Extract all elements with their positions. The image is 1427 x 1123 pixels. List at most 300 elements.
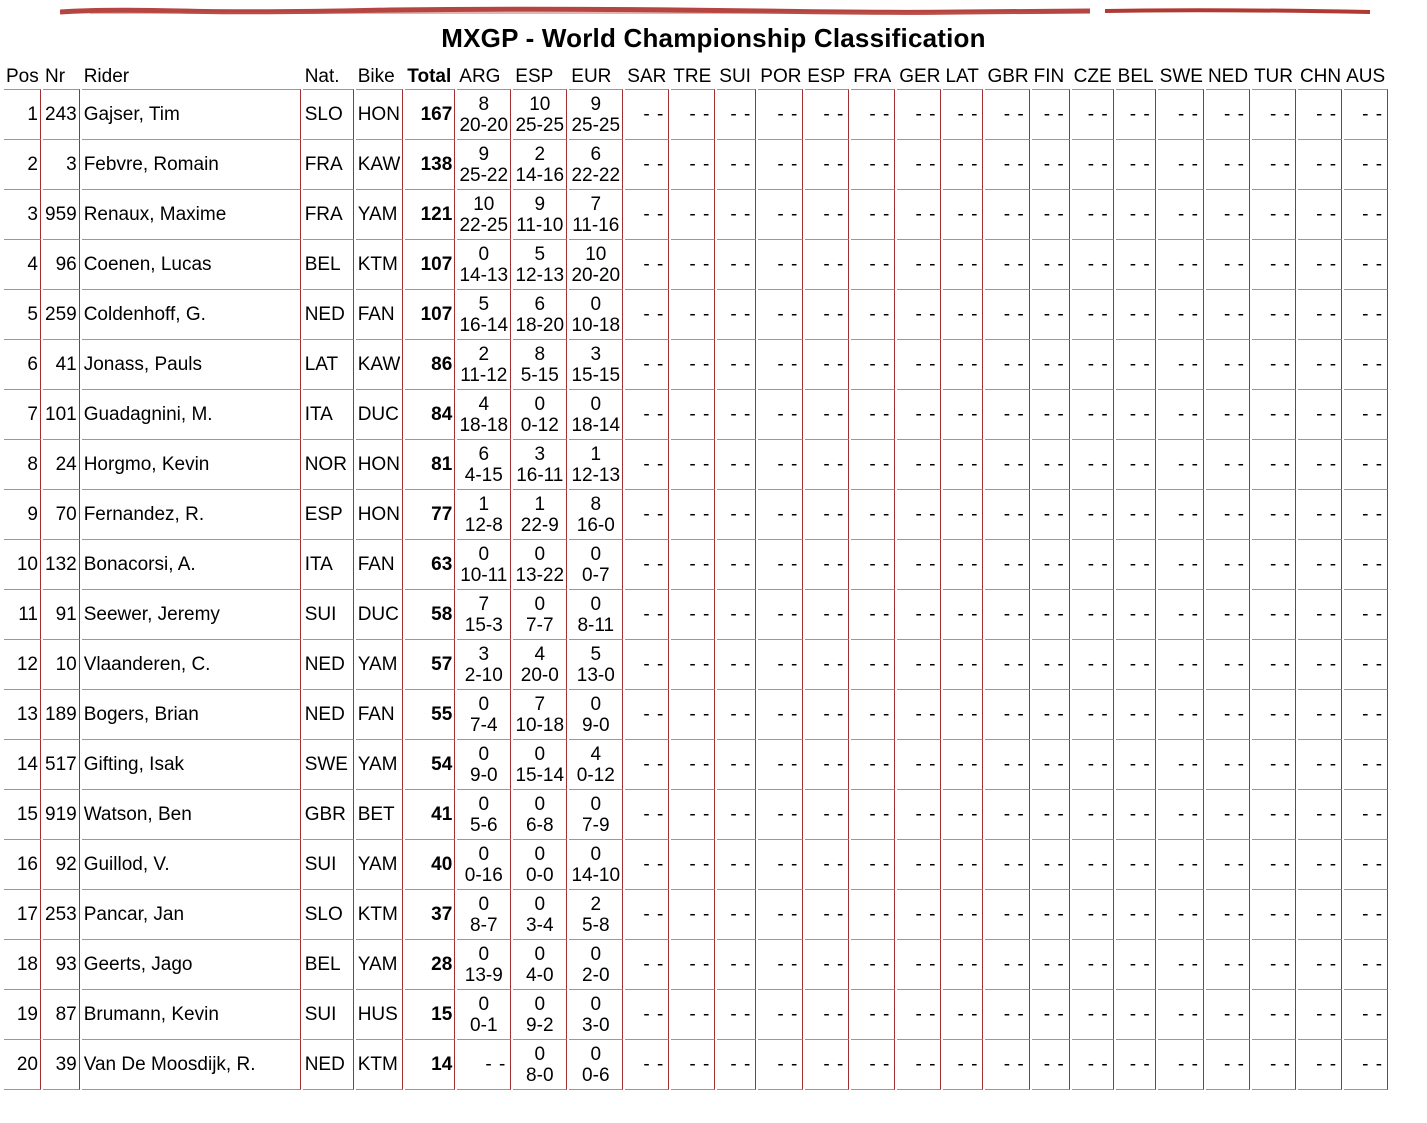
event-empty-cell: - - <box>1298 639 1342 689</box>
pos-cell: 2 <box>4 139 41 189</box>
event-empty-cell: - - <box>985 89 1029 139</box>
event-result-cell <box>457 439 511 489</box>
event-result-cell <box>569 339 623 389</box>
heat-results: 0-12 <box>576 764 615 786</box>
event-empty-cell: - - <box>1252 289 1296 339</box>
rider-name: Seewer, Jeremy <box>82 589 301 639</box>
event-empty-cell: - - <box>1072 89 1114 139</box>
event-empty-cell: - - <box>717 689 756 739</box>
number-cell: 39 <box>43 1039 80 1090</box>
event-empty-cell: - - <box>1032 539 1070 589</box>
event-empty-cell: - - <box>1032 139 1070 189</box>
event-empty-cell: - - <box>985 839 1029 889</box>
event-empty-cell: - - <box>625 239 669 289</box>
rider-name: Brumann, Kevin <box>82 989 301 1039</box>
rider-name: Febvre, Romain <box>82 139 301 189</box>
event-points: 4 <box>478 393 490 415</box>
event-result-cell <box>569 789 623 839</box>
event-empty-cell: - - <box>1158 789 1204 839</box>
event-empty-cell: - - <box>1298 389 1342 439</box>
event-empty-cell: - - <box>805 689 849 739</box>
event-empty-cell: - - <box>1116 589 1156 639</box>
event-empty-cell: - - <box>985 939 1029 989</box>
nationality-cell: GBR <box>303 789 354 839</box>
heat-results: 11-16 <box>572 214 620 236</box>
heat-results: 3-4 <box>526 914 554 936</box>
event-points: 0 <box>534 593 546 615</box>
event-result-cell <box>569 689 623 739</box>
event-points: 0 <box>478 843 490 865</box>
event-empty-cell: - - <box>1116 539 1156 589</box>
event-empty-cell: - - <box>851 389 895 439</box>
table-row <box>4 639 1388 689</box>
rider-name: Bogers, Brian <box>82 689 301 739</box>
table-row <box>4 439 1388 489</box>
event-empty-cell: - - <box>758 989 803 1039</box>
event-result-cell <box>457 639 511 689</box>
total-points: 28 <box>405 939 455 989</box>
event-empty-cell: - - <box>717 189 756 239</box>
event-empty-cell: - - <box>985 139 1029 189</box>
event-result-cell <box>513 639 567 689</box>
event-empty-cell: - - <box>1072 739 1114 789</box>
event-result-cell <box>569 439 623 489</box>
event-empty-cell: - - <box>1072 939 1114 989</box>
event-empty-cell: - - <box>1032 289 1070 339</box>
event-result-cell <box>569 639 623 689</box>
pos-cell: 16 <box>4 839 41 889</box>
heat-results: 4-0 <box>526 964 554 986</box>
total-points: 121 <box>405 189 455 239</box>
event-empty-cell: - - <box>1206 389 1250 439</box>
number-cell: 96 <box>43 239 80 289</box>
event-empty-cell: - - <box>1298 689 1342 739</box>
event-empty-cell: - - <box>985 639 1029 689</box>
event-empty-cell: - - <box>1298 889 1342 939</box>
event-empty-cell: - - <box>1116 439 1156 489</box>
event-empty-cell: - - <box>897 89 941 139</box>
event-empty-cell: - - <box>1158 889 1204 939</box>
total-points: 54 <box>405 739 455 789</box>
event-empty-cell: - - <box>897 639 941 689</box>
event-empty-cell: - - <box>717 339 756 389</box>
event-result-cell <box>513 389 567 439</box>
event-points: 0 <box>590 693 602 715</box>
event-empty-cell: - - <box>897 939 941 989</box>
event-empty-cell: - - <box>851 539 895 589</box>
event-empty-cell: - - <box>897 989 941 1039</box>
event-empty-cell: - - <box>985 789 1029 839</box>
col-header-event: SAR <box>627 66 667 87</box>
event-empty-cell: - - <box>671 989 715 1039</box>
event-empty-cell: - - <box>625 839 669 889</box>
event-points: 2 <box>534 143 546 165</box>
event-empty-cell: - - <box>758 839 803 889</box>
event-empty-cell: - - <box>805 289 849 339</box>
number-cell: 41 <box>43 339 80 389</box>
event-empty-cell: - - <box>625 189 669 239</box>
event-empty-cell: - - <box>1344 189 1388 239</box>
col-header-event: FRA <box>853 66 892 87</box>
event-result-cell <box>569 1039 623 1090</box>
total-points: 57 <box>405 639 455 689</box>
event-result-cell <box>513 989 567 1039</box>
event-result-cell <box>513 889 567 939</box>
event-empty-cell: - - <box>758 739 803 789</box>
rider-name: Guadagnini, M. <box>82 389 301 439</box>
event-empty-cell: - - <box>851 939 895 989</box>
event-points: 0 <box>534 993 546 1015</box>
bike-cell: FAN <box>356 689 404 739</box>
number-cell: 959 <box>43 189 80 239</box>
event-result-cell <box>457 889 511 939</box>
heat-results: 25-25 <box>571 114 621 136</box>
event-points: 0 <box>534 943 546 965</box>
event-empty-cell: - - <box>671 489 715 539</box>
nationality-cell: SUI <box>303 989 354 1039</box>
pos-cell: 3 <box>4 189 41 239</box>
bike-cell: DUC <box>356 389 404 439</box>
nationality-cell: SLO <box>303 889 354 939</box>
event-empty-cell: - - <box>1344 889 1388 939</box>
event-empty-cell: - - <box>1344 839 1388 889</box>
event-empty-cell: - - <box>758 489 803 539</box>
event-empty-cell: - - <box>805 389 849 439</box>
table-row <box>4 689 1388 739</box>
event-points: 0 <box>590 293 602 315</box>
event-empty-cell: - - <box>985 539 1029 589</box>
event-points: 8 <box>478 93 490 115</box>
event-empty-cell: - - <box>805 789 849 839</box>
event-empty-cell: - - <box>1116 689 1156 739</box>
pos-cell: 13 <box>4 689 41 739</box>
col-header-event: CZE <box>1073 66 1112 87</box>
event-empty-cell: - - <box>1344 689 1388 739</box>
event-empty-cell: - - <box>1158 939 1204 989</box>
event-result-cell <box>569 989 623 1039</box>
event-empty-cell: - - <box>985 589 1029 639</box>
event-empty-cell: - - <box>985 739 1029 789</box>
nationality-cell: BEL <box>303 939 354 989</box>
table-row <box>4 539 1388 589</box>
pos-cell: 14 <box>4 739 41 789</box>
heat-results: 0-1 <box>470 1014 498 1036</box>
heat-results: 22-9 <box>520 514 559 536</box>
heat-results: 20-20 <box>459 114 509 136</box>
event-empty-cell: - - <box>1072 989 1114 1039</box>
total-points: 37 <box>405 889 455 939</box>
event-empty-cell: - - <box>943 239 983 289</box>
heat-results: 16-14 <box>459 314 509 336</box>
event-points: 0 <box>478 243 490 265</box>
number-cell: 919 <box>43 789 80 839</box>
heat-results: 9-0 <box>582 714 610 736</box>
table-row <box>4 989 1388 1039</box>
event-points: 0 <box>478 893 490 915</box>
nationality-cell: NED <box>303 289 354 339</box>
event-result-cell <box>513 139 567 189</box>
event-empty-cell: - - <box>758 89 803 139</box>
event-empty-cell: - - <box>1116 139 1156 189</box>
event-empty-cell: - - <box>1158 239 1204 289</box>
heat-results: 25-25 <box>515 114 565 136</box>
event-empty-cell: - - <box>1252 189 1296 239</box>
event-empty-cell: - - <box>717 889 756 939</box>
event-result-cell <box>513 789 567 839</box>
event-empty-cell: - - <box>1072 439 1114 489</box>
event-points: 0 <box>534 543 546 565</box>
event-empty-cell: - - <box>851 789 895 839</box>
heat-results: 13-9 <box>464 964 503 986</box>
event-empty-cell: - - <box>1032 839 1070 889</box>
event-empty-cell: - - <box>851 1039 895 1090</box>
event-points: 5 <box>478 293 490 315</box>
event-empty-cell: - - <box>897 689 941 739</box>
rider-name: Watson, Ben <box>82 789 301 839</box>
heat-results: 6-8 <box>526 814 554 836</box>
heat-results: 9-0 <box>470 764 498 786</box>
event-empty-cell: - - <box>1298 339 1342 389</box>
total-points: 167 <box>405 89 455 139</box>
event-empty-cell: - - <box>805 439 849 489</box>
total-points: 138 <box>405 139 455 189</box>
event-empty-cell: - - <box>625 339 669 389</box>
event-empty-cell: - - <box>717 1039 756 1090</box>
heat-results: 7-9 <box>582 814 610 836</box>
table-row <box>4 339 1388 389</box>
heat-results: 15-15 <box>571 364 621 386</box>
event-empty-cell: - - <box>985 989 1029 1039</box>
event-empty-cell: - - <box>1252 439 1296 489</box>
total-points: 40 <box>405 839 455 889</box>
event-empty-cell: - - <box>758 539 803 589</box>
nationality-cell: SUI <box>303 589 354 639</box>
event-empty-cell: - - <box>985 189 1029 239</box>
col-header-event: CHN <box>1299 66 1342 87</box>
total-points: 15 <box>405 989 455 1039</box>
event-empty-cell: - - <box>758 689 803 739</box>
event-empty-cell: - - <box>897 339 941 389</box>
event-empty-cell: - - <box>1298 239 1342 289</box>
number-cell: 243 <box>43 89 80 139</box>
col-header-event: EUR <box>571 66 612 87</box>
event-empty-cell: - - <box>1072 139 1114 189</box>
number-cell: 259 <box>43 289 80 339</box>
event-points: 0 <box>590 943 602 965</box>
heat-results: 0-16 <box>464 864 503 886</box>
event-empty-cell: - - <box>805 839 849 889</box>
event-empty-cell: - - <box>671 239 715 289</box>
bike-cell: KAW <box>356 139 404 189</box>
event-result-cell <box>457 939 511 989</box>
heat-results: 18-14 <box>571 414 621 436</box>
rider-name: Vlaanderen, C. <box>82 639 301 689</box>
number-cell: 101 <box>43 389 80 439</box>
event-empty-cell: - - <box>1158 289 1204 339</box>
event-empty-cell: - - <box>1344 489 1388 539</box>
event-empty-cell: - - <box>1072 339 1114 389</box>
event-empty-cell: - - <box>851 589 895 639</box>
event-empty-cell: - - <box>1206 1039 1250 1090</box>
bike-cell: BET <box>356 789 404 839</box>
event-points: 9 <box>478 143 490 165</box>
bike-cell: YAM <box>356 939 404 989</box>
event-points: 0 <box>590 793 602 815</box>
event-empty-cell: - - <box>625 539 669 589</box>
event-empty-cell: - - <box>851 689 895 739</box>
event-result-cell <box>513 289 567 339</box>
event-empty-cell: - - <box>943 489 983 539</box>
col-header-event: ARG <box>459 66 501 87</box>
event-empty-cell: - - <box>1032 1039 1070 1090</box>
bike-cell: KTM <box>356 239 404 289</box>
event-empty-cell: - - <box>758 139 803 189</box>
event-empty-cell: - - <box>943 89 983 139</box>
event-empty-cell: - - <box>851 139 895 189</box>
event-empty-cell: - - <box>625 389 669 439</box>
event-points: 1 <box>478 493 490 515</box>
event-empty-cell: - - <box>943 339 983 389</box>
event-empty-cell: - - <box>943 1039 983 1090</box>
event-points: 6 <box>478 443 490 465</box>
heat-results: 14-13 <box>459 264 509 286</box>
bike-cell: YAM <box>356 639 404 689</box>
number-cell: 10 <box>43 639 80 689</box>
event-result-cell <box>457 539 511 589</box>
heat-results: 14-16 <box>515 164 565 186</box>
heat-results: 15-3 <box>464 614 503 636</box>
event-empty-cell: - - <box>1206 239 1250 289</box>
event-empty-cell: - - <box>1252 889 1296 939</box>
event-result-cell <box>569 839 623 889</box>
event-empty-cell: - - <box>1116 839 1156 889</box>
event-points: 0 <box>534 743 546 765</box>
event-empty-cell: - - <box>758 1039 803 1090</box>
event-empty-cell: - - <box>625 639 669 689</box>
event-empty-cell: - - <box>805 1039 849 1090</box>
event-empty-cell: - - <box>1344 139 1388 189</box>
event-empty-cell: - - <box>1032 939 1070 989</box>
event-empty-cell: - - <box>1072 889 1114 939</box>
rider-name: Coldenhoff, G. <box>82 289 301 339</box>
heat-results: 10-18 <box>571 314 621 336</box>
event-points: 0 <box>590 843 602 865</box>
heat-results: 12-13 <box>571 464 621 486</box>
event-points: 5 <box>534 243 546 265</box>
total-points: 81 <box>405 439 455 489</box>
nationality-cell: SUI <box>303 839 354 889</box>
event-empty-cell: - - <box>897 139 941 189</box>
heat-results: 14-10 <box>571 864 621 886</box>
event-points: 6 <box>590 143 602 165</box>
event-empty-cell: - - <box>1158 739 1204 789</box>
table-row <box>4 939 1388 989</box>
event-empty-cell: - - <box>625 939 669 989</box>
event-result-cell <box>569 239 623 289</box>
event-empty-cell: - - <box>717 389 756 439</box>
event-result-cell <box>569 89 623 139</box>
heat-results: 18-20 <box>515 314 565 336</box>
rider-name: Horgmo, Kevin <box>82 439 301 489</box>
nationality-cell: ITA <box>303 389 354 439</box>
event-empty-cell: - - <box>1344 339 1388 389</box>
nationality-cell: BEL <box>303 239 354 289</box>
number-cell: 132 <box>43 539 80 589</box>
event-empty-cell: - - <box>758 639 803 689</box>
event-empty-cell: - - <box>851 239 895 289</box>
heat-results: 10-18 <box>515 714 565 736</box>
total-points: 86 <box>405 339 455 389</box>
number-cell: 87 <box>43 989 80 1039</box>
event-empty-cell: - - <box>671 839 715 889</box>
heat-results: 8-11 <box>577 614 615 636</box>
event-empty-cell: - - <box>1252 789 1296 839</box>
rider-name: Fernandez, R. <box>82 489 301 539</box>
event-points: 9 <box>590 93 602 115</box>
event-points: 1 <box>534 493 546 515</box>
number-cell: 92 <box>43 839 80 889</box>
event-empty-cell: - - <box>943 539 983 589</box>
event-points: 10 <box>585 243 607 265</box>
event-empty-cell: - - <box>1206 139 1250 189</box>
event-points: 7 <box>478 593 490 615</box>
bike-cell: DUC <box>356 589 404 639</box>
event-result-cell <box>569 489 623 539</box>
event-result-cell <box>513 689 567 739</box>
event-empty-cell: - - <box>1298 89 1342 139</box>
pos-cell: 9 <box>4 489 41 539</box>
event-empty-cell: - - <box>758 439 803 489</box>
event-empty-cell: - - <box>671 339 715 389</box>
table-row <box>4 789 1388 839</box>
bike-cell: YAM <box>356 189 404 239</box>
event-empty-cell: - - <box>897 439 941 489</box>
event-empty-cell: - - <box>1158 639 1204 689</box>
event-result-cell <box>513 839 567 889</box>
event-empty-cell: - - <box>1298 439 1342 489</box>
heat-results: 7-4 <box>470 714 498 736</box>
event-empty-cell: - - <box>1252 539 1296 589</box>
event-empty-cell: - - <box>1206 189 1250 239</box>
heat-results: 4-15 <box>464 464 503 486</box>
col-header-nr: Nr <box>45 66 66 87</box>
event-empty-cell: - - <box>1072 239 1114 289</box>
event-result-cell <box>513 189 567 239</box>
event-points: 0 <box>590 393 602 415</box>
event-points: 9 <box>534 193 546 215</box>
event-empty-cell: - - <box>1116 489 1156 539</box>
event-empty-cell: - - <box>625 889 669 939</box>
event-empty-cell: - - <box>1344 289 1388 339</box>
table-row <box>4 589 1388 639</box>
event-empty-cell: - - <box>897 289 941 339</box>
event-empty-cell: - - <box>1344 89 1388 139</box>
pos-cell: 15 <box>4 789 41 839</box>
col-header-bike: Bike <box>357 66 395 87</box>
event-empty-cell: - - <box>851 89 895 139</box>
event-empty-cell: - - <box>1206 689 1250 739</box>
decorative-brush-stroke <box>60 6 1380 18</box>
event-empty-cell: - - <box>1072 539 1114 589</box>
event-empty-cell: - - <box>1032 639 1070 689</box>
event-points: 0 <box>478 793 490 815</box>
event-empty-cell: - - <box>671 639 715 689</box>
event-empty-cell: - - <box>625 589 669 639</box>
heat-results: 20-0 <box>520 664 559 686</box>
nationality-cell: SLO <box>303 89 354 139</box>
event-empty-cell: - - <box>1206 489 1250 539</box>
event-result-cell <box>457 739 511 789</box>
